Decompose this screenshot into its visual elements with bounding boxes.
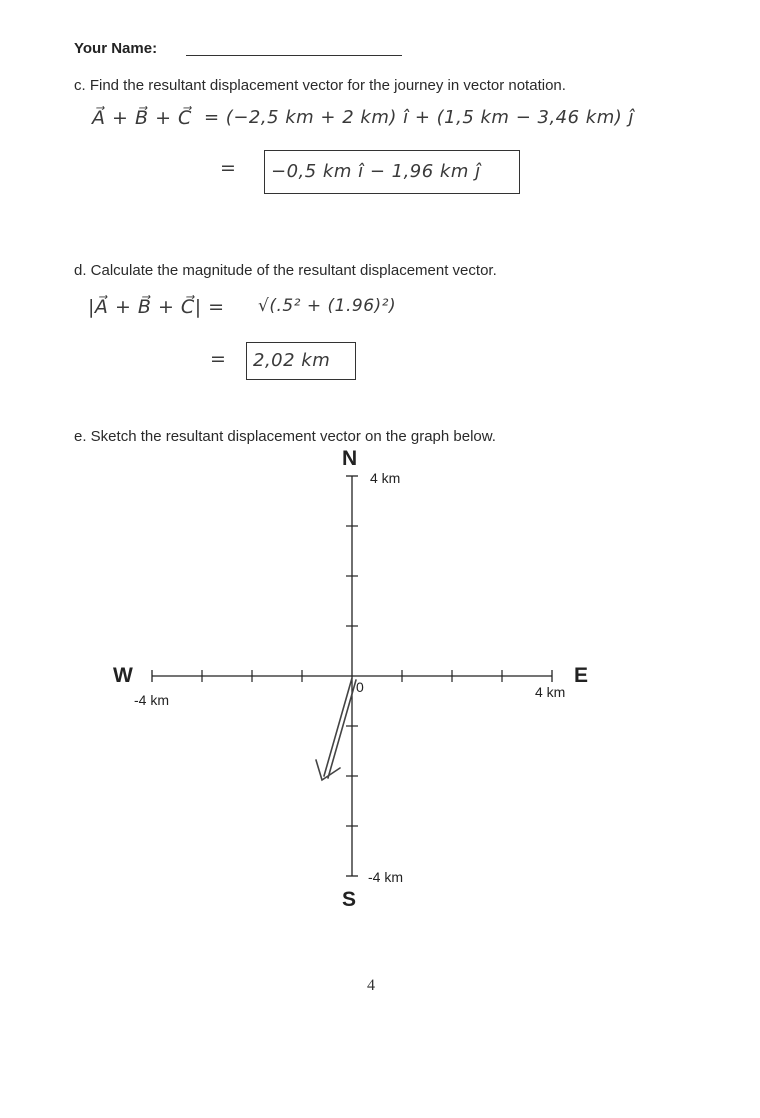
south-tick-label: -4 km	[368, 869, 403, 885]
part-c-line1-rhs: = (−2,5 km + 2 km) î + (1,5 km − 3,46 km) ĵ	[204, 107, 634, 128]
question-c: c. Find the resultant displacement vector for the journey in vector notation.	[74, 77, 566, 94]
part-c-answer-box: −0,5 km î − 1,96 km ĵ	[264, 150, 520, 194]
part-c-line2-equals: =	[220, 157, 237, 179]
part-d-answer-box: 2,02 km	[246, 342, 356, 380]
part-d-line1-lhs: |A⃗ + B⃗ + C⃗| =	[88, 296, 225, 318]
origin-label: 0	[356, 679, 364, 695]
east-label: E	[574, 664, 589, 687]
east-tick-label: 4 km	[535, 684, 566, 700]
south-label: S	[342, 888, 357, 911]
north-label: N	[342, 447, 358, 470]
question-e: e. Sketch the resultant displacement vector on the graph below.	[74, 428, 496, 445]
west-tick-label: -4 km	[134, 692, 169, 708]
part-d-line1-rhs: √(.5² + (1.96)²)	[258, 296, 397, 316]
question-d: d. Calculate the magnitude of the resultant displacement vector.	[74, 262, 497, 279]
west-label: W	[113, 664, 133, 687]
resultant-vector-arrow	[316, 678, 356, 780]
part-d-line2-equals: =	[210, 348, 227, 370]
page-number: 4	[367, 977, 375, 994]
north-tick-label: 4 km	[370, 470, 401, 486]
part-c-line1-lhs: A⃗ + B⃗ + C⃗	[92, 107, 192, 129]
name-label: Your Name:	[74, 40, 158, 57]
